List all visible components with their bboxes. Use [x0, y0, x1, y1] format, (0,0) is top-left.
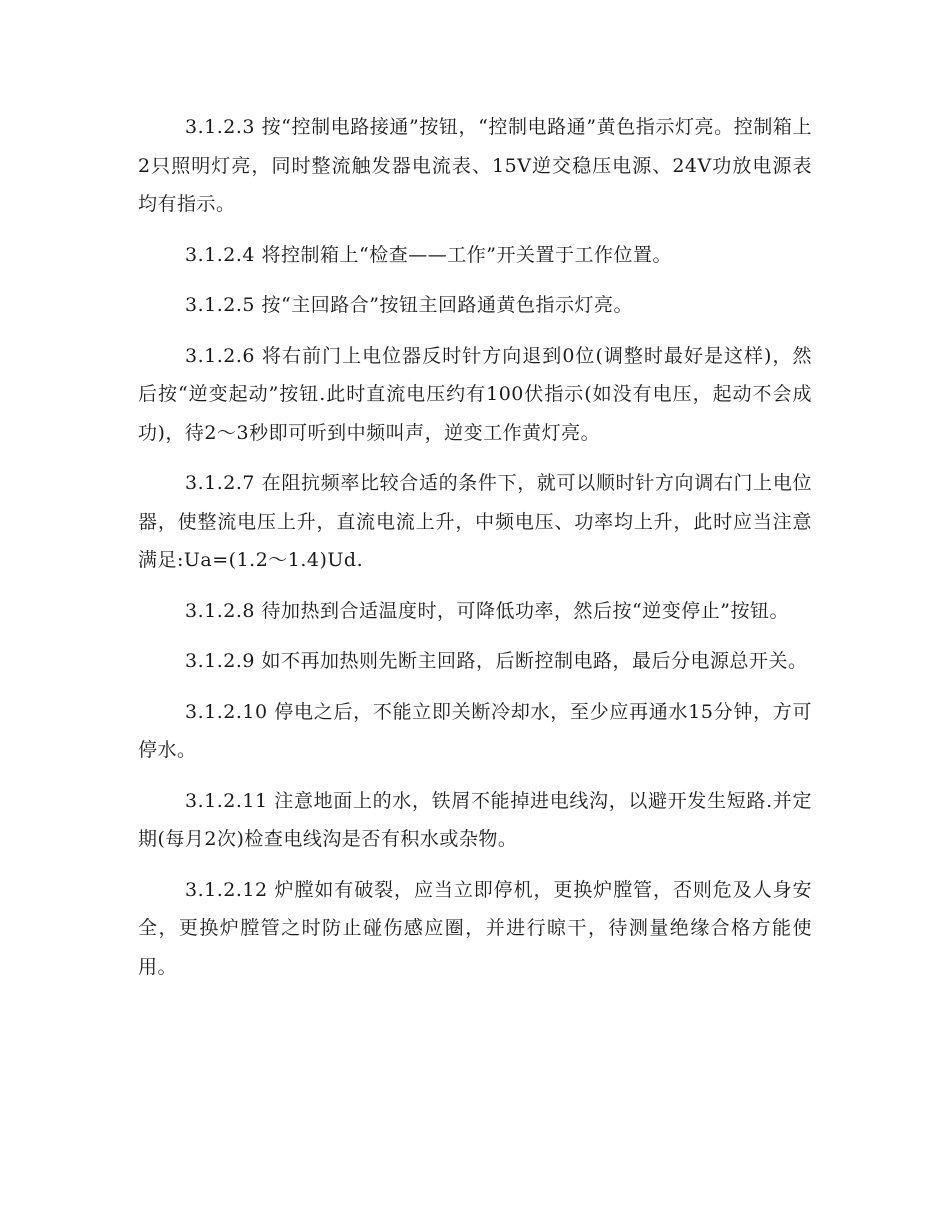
paragraph-3-1-2-11: 3.1.2.11 注意地面上的水，铁屑不能掉进电线沟，以避开发生短路.并定期(每月2次)检查电线沟是否有积水或杂物。: [138, 789, 812, 850]
document-body: [138, 108, 812, 998]
paragraph-3-1-2-6: 3.1.2.6 将右前门上电位器反时针方向退到0位(调整时最好是这样)，然后按“逆变起动”按钮.此时直流电压约有100伏指示(如没有电压，起动不会成功)，待2～3秒即可听到中频叫声，逆变工作黄灯亮。: [138, 344, 812, 444]
paragraph-3-1-2-5: 3.1.2.5 按“主回路合”按钮主回路通黄色指示灯亮。: [185, 294, 633, 316]
paragraph-3-1-2-7: 3.1.2.7 在阻抗频率比较合适的条件下，就可以顺时针方向调右门上电位器，使整流电压上升，直流电流上升，中频电压、功率均上升，此时应当注意满足:Ua=(1.2～1.4)Ud.: [138, 472, 812, 571]
paragraph-3-1-2-12: 3.1.2.12 炉膛如有破裂，应当立即停机，更换炉膛管，否则危及人身安全，更换炉膛管之时防止碰伤感应圈，并进行晾干，待测量绝缘合格方能使用。: [138, 878, 812, 978]
paragraph-3-1-2-3: 3.1.2.3 按“控制电路接通”按钮，“控制电路通”黄色指示灯亮。控制箱上2只照明灯亮，同时整流触发器电流表、15V逆交稳压电源、24V功放电源表均有指示。: [138, 116, 812, 215]
paragraph-3-1-2-10: 3.1.2.10 停电之后，不能立即关断冷却水，至少应再通水15分钟，方可停水。: [138, 700, 812, 761]
paragraph-3-1-2-8: 3.1.2.8 待加热到合适温度时，可降低功率，然后按“逆变停止”按钮。: [185, 599, 789, 622]
paragraph-3-1-2-9: 3.1.2.9 如不再加热则先断主回路，后断控制电路，最后分电源总开关。: [185, 650, 808, 672]
paragraph-3-1-2-4: 3.1.2.4 将控制箱上“检查——工作”开关置于工作位置。: [185, 243, 672, 266]
